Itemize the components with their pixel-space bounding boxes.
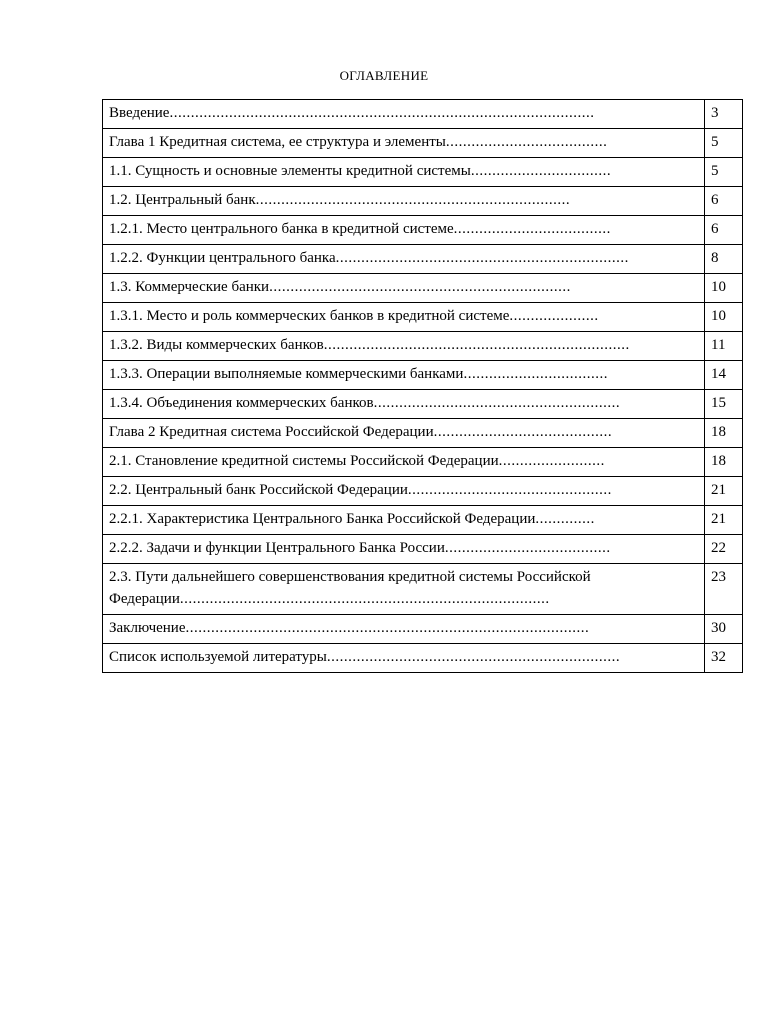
toc-table	[102, 99, 743, 673]
toc-entry-cell	[103, 535, 705, 564]
toc-entry-cell	[103, 564, 705, 615]
toc-entry-cell	[103, 129, 705, 158]
toc-page-number: 18	[705, 419, 743, 448]
toc-entry	[109, 646, 698, 668]
toc-row	[103, 158, 743, 187]
toc-row	[103, 245, 743, 274]
toc-entry	[109, 102, 698, 124]
toc-entry-text: 1.1. Сущность и основные элементы кредитной системы	[109, 163, 471, 179]
toc-entry-text: Глава 1 Кредитная система, ее структура и элементы	[109, 134, 446, 150]
toc-page-number: 18	[705, 448, 743, 477]
toc-entry	[109, 421, 698, 443]
toc-entry-text: 2.2.1. Характеристика Центрального Банка Российской Федерации	[109, 511, 536, 527]
toc-row	[103, 361, 743, 390]
toc-page-number: 21	[705, 506, 743, 535]
toc-entry-cell	[103, 158, 705, 187]
toc-page-number: 32	[705, 644, 743, 673]
toc-dot-leader: .......................................................................	[269, 279, 571, 295]
toc-row	[103, 615, 743, 644]
toc-page-number: 3	[705, 100, 743, 129]
toc-dot-leader: ..........................................................	[373, 395, 621, 411]
toc-entry-text: 2.3. Пути дальнейшего совершенствования кредитной системы Российской Федерации	[109, 569, 591, 607]
toc-entry-text: 1.3.1. Место и роль коммерческих банков в кредитной системе	[109, 308, 510, 324]
toc-entry-cell	[103, 615, 705, 644]
toc-entry-text: Введение	[109, 105, 170, 121]
toc-entry-text: 2.2.2. Задачи и функции Центрального Банка России	[109, 540, 445, 556]
toc-row	[103, 448, 743, 477]
toc-dot-leader: .......................................................................................	[179, 591, 550, 607]
toc-entry-cell	[103, 448, 705, 477]
toc-dot-leader: ......................................	[445, 134, 608, 150]
toc-row	[103, 506, 743, 535]
toc-dot-leader: .....................	[509, 308, 599, 324]
toc-entry	[109, 305, 698, 327]
toc-dot-leader: .......................................	[444, 540, 611, 556]
toc-dot-leader: .....................................................................	[326, 649, 621, 665]
toc-entry	[109, 363, 698, 385]
toc-row	[103, 564, 743, 615]
toc-entry-text: 2.1. Становление кредитной системы Российской Федерации	[109, 453, 499, 469]
toc-row	[103, 129, 743, 158]
toc-dot-leader: ....................................................................................................	[169, 105, 595, 121]
toc-dot-leader: ..........................................	[433, 424, 613, 440]
toc-row	[103, 303, 743, 332]
toc-entry-cell	[103, 187, 705, 216]
toc-entry-cell	[103, 100, 705, 129]
toc-entry	[109, 537, 698, 559]
toc-row	[103, 332, 743, 361]
toc-entry	[109, 508, 698, 530]
toc-page-number: 5	[705, 129, 743, 158]
toc-entry-text: 1.3.3. Операции выполняемые коммерческими банками	[109, 366, 464, 382]
toc-dot-leader: .....................................................................	[335, 250, 629, 266]
toc-page-number: 10	[705, 303, 743, 332]
toc-entry	[109, 450, 698, 472]
toc-page-number: 6	[705, 187, 743, 216]
toc-dot-leader: ........................................................................	[323, 337, 630, 353]
toc-entry-cell	[103, 644, 705, 673]
toc-entry-cell	[103, 506, 705, 535]
toc-entry	[109, 160, 698, 182]
toc-entry-text: 1.2.1. Место центрального банка в кредитной системе	[109, 221, 454, 237]
toc-entry	[109, 276, 698, 298]
toc-entry-text: Глава 2 Кредитная система Российской Федерации	[109, 424, 434, 440]
toc-dot-leader: .........................	[498, 453, 605, 469]
toc-entry	[109, 617, 698, 639]
toc-entry	[109, 566, 698, 610]
toc-entry-text: Заключение	[109, 620, 186, 636]
toc-entry-text: 1.3. Коммерческие банки	[109, 279, 270, 295]
toc-entry-cell	[103, 361, 705, 390]
toc-entry-text: 1.3.2. Виды коммерческих банков	[109, 337, 324, 353]
toc-page-number: 14	[705, 361, 743, 390]
toc-entry-cell	[103, 303, 705, 332]
toc-page-number: 5	[705, 158, 743, 187]
toc-entry	[109, 334, 698, 356]
toc-title: ОГЛАВЛЕНИЕ	[339, 68, 429, 83]
toc-row	[103, 100, 743, 129]
toc-page-number: 15	[705, 390, 743, 419]
toc-page-number: 6	[705, 216, 743, 245]
toc-entry	[109, 218, 698, 240]
toc-page-number: 8	[705, 245, 743, 274]
toc-entry-text: 1.2.2. Функции центрального банка	[109, 250, 336, 266]
toc-row	[103, 390, 743, 419]
toc-dot-leader: ..............	[535, 511, 595, 527]
toc-dot-leader: .................................	[470, 163, 612, 179]
toc-dot-leader: ..................................	[463, 366, 608, 382]
toc-entry	[109, 479, 698, 501]
toc-entry-text: 1.3.4. Объединения коммерческих банков	[109, 395, 374, 411]
toc-row	[103, 535, 743, 564]
toc-row	[103, 644, 743, 673]
toc-page-number: 11	[705, 332, 743, 361]
toc-row	[103, 477, 743, 506]
toc-page-number: 21	[705, 477, 743, 506]
toc-entry-cell	[103, 419, 705, 448]
toc-row	[103, 274, 743, 303]
toc-dot-leader: ..........................................................................	[255, 192, 571, 208]
toc-entry-text: 2.2. Центральный банк Российской Федерации	[109, 482, 408, 498]
toc-page-number: 23	[705, 564, 743, 615]
toc-body	[103, 100, 743, 673]
toc-page-number: 30	[705, 615, 743, 644]
toc-row	[103, 419, 743, 448]
toc-entry	[109, 392, 698, 414]
toc-page-number: 10	[705, 274, 743, 303]
toc-entry	[109, 189, 698, 211]
toc-entry-cell	[103, 390, 705, 419]
toc-entry-cell	[103, 332, 705, 361]
toc-entry-cell	[103, 245, 705, 274]
toc-entry-cell	[103, 477, 705, 506]
toc-dot-leader: ................................................	[407, 482, 612, 498]
toc-row	[103, 216, 743, 245]
toc-dot-leader: ...............................................................................................	[185, 620, 590, 636]
toc-page-number: 22	[705, 535, 743, 564]
toc-entry-cell	[103, 274, 705, 303]
toc-dot-leader: .....................................	[453, 221, 611, 237]
toc-entry	[109, 247, 698, 269]
toc-entry-text: Список используемой литературы	[109, 649, 327, 665]
toc-row	[103, 187, 743, 216]
toc-entry	[109, 131, 698, 153]
toc-entry-text: 1.2. Центральный банк	[109, 192, 256, 208]
toc-entry-cell	[103, 216, 705, 245]
